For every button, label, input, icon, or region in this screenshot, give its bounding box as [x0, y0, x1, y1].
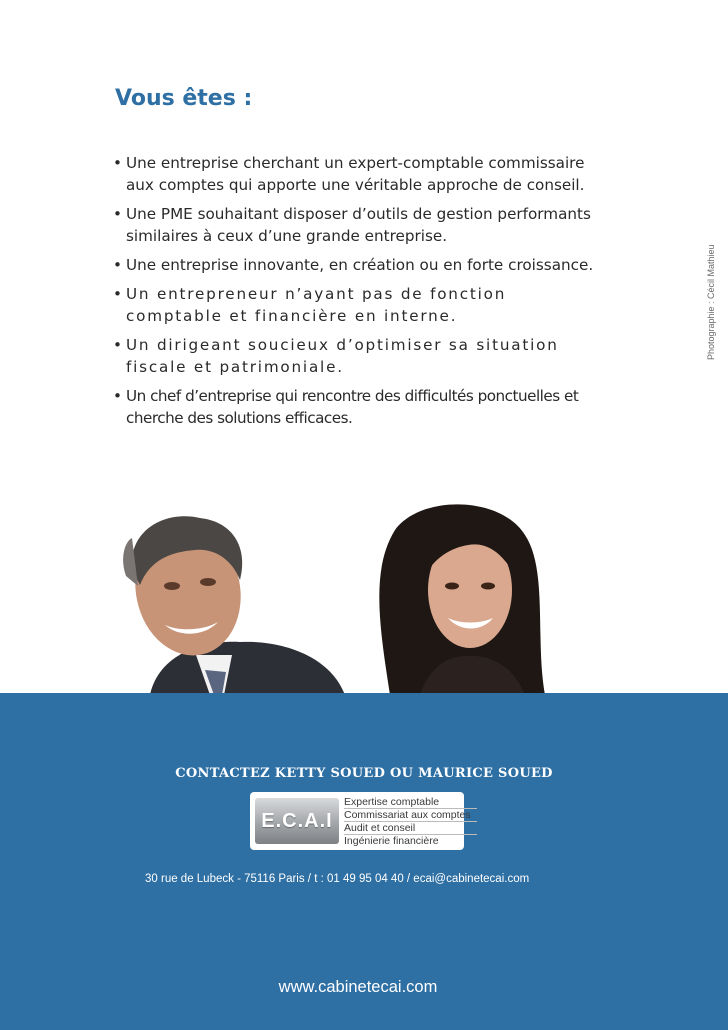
team-photo: [0, 490, 728, 695]
logo-line: Expertise comptable: [344, 796, 477, 809]
logo-line: Audit et conseil: [344, 822, 477, 835]
list-item: • Un dirigeant soucieux d’optimiser sa situation fiscale et patrimoniale.: [113, 334, 605, 378]
man-portrait: [123, 515, 345, 695]
page-heading: Vous êtes :: [115, 86, 253, 111]
profile-list: [113, 152, 605, 436]
list-item: • Un chef d’entreprise qui rencontre des difficultés ponctuelles et cherche des solutions efficaces.: [113, 385, 605, 429]
ecai-logo: [250, 792, 471, 850]
list-item: • Une entreprise innovante, en création ou en forte croissance.: [113, 254, 605, 276]
contact-panel: [0, 693, 728, 1030]
contact-title: CONTACTEZ KETTY SOUED OU MAURICE SOUED: [175, 766, 553, 781]
logo-line: Commissariat aux comptes: [344, 809, 477, 822]
woman-portrait: [379, 504, 545, 695]
contact-address: 30 rue de Lubeck - 75116 Paris / t : 01 49 95 04 40 / ecai@cabinetecai.com: [145, 873, 530, 885]
list-item: • Un entrepreneur n’ayant pas de fonction comptable et financière en interne.: [113, 283, 605, 327]
photo-credit: Photographie : Cécil Mathieu: [706, 244, 716, 360]
logo-badge: E.C.A.I: [255, 798, 339, 844]
website-link[interactable]: www.cabinetecai.com: [278, 978, 438, 996]
logo-line: Ingénierie financière: [344, 835, 439, 847]
list-item: • Une PME souhaitant disposer d’outils de gestion performants similaires à ceux d’une grande entreprise.: [113, 203, 605, 247]
list-item: • Une entreprise cherchant un expert-comptable commissaire aux comptes qui apporte une véritable approche de conseil.: [113, 152, 605, 196]
logo-services: [344, 796, 477, 847]
